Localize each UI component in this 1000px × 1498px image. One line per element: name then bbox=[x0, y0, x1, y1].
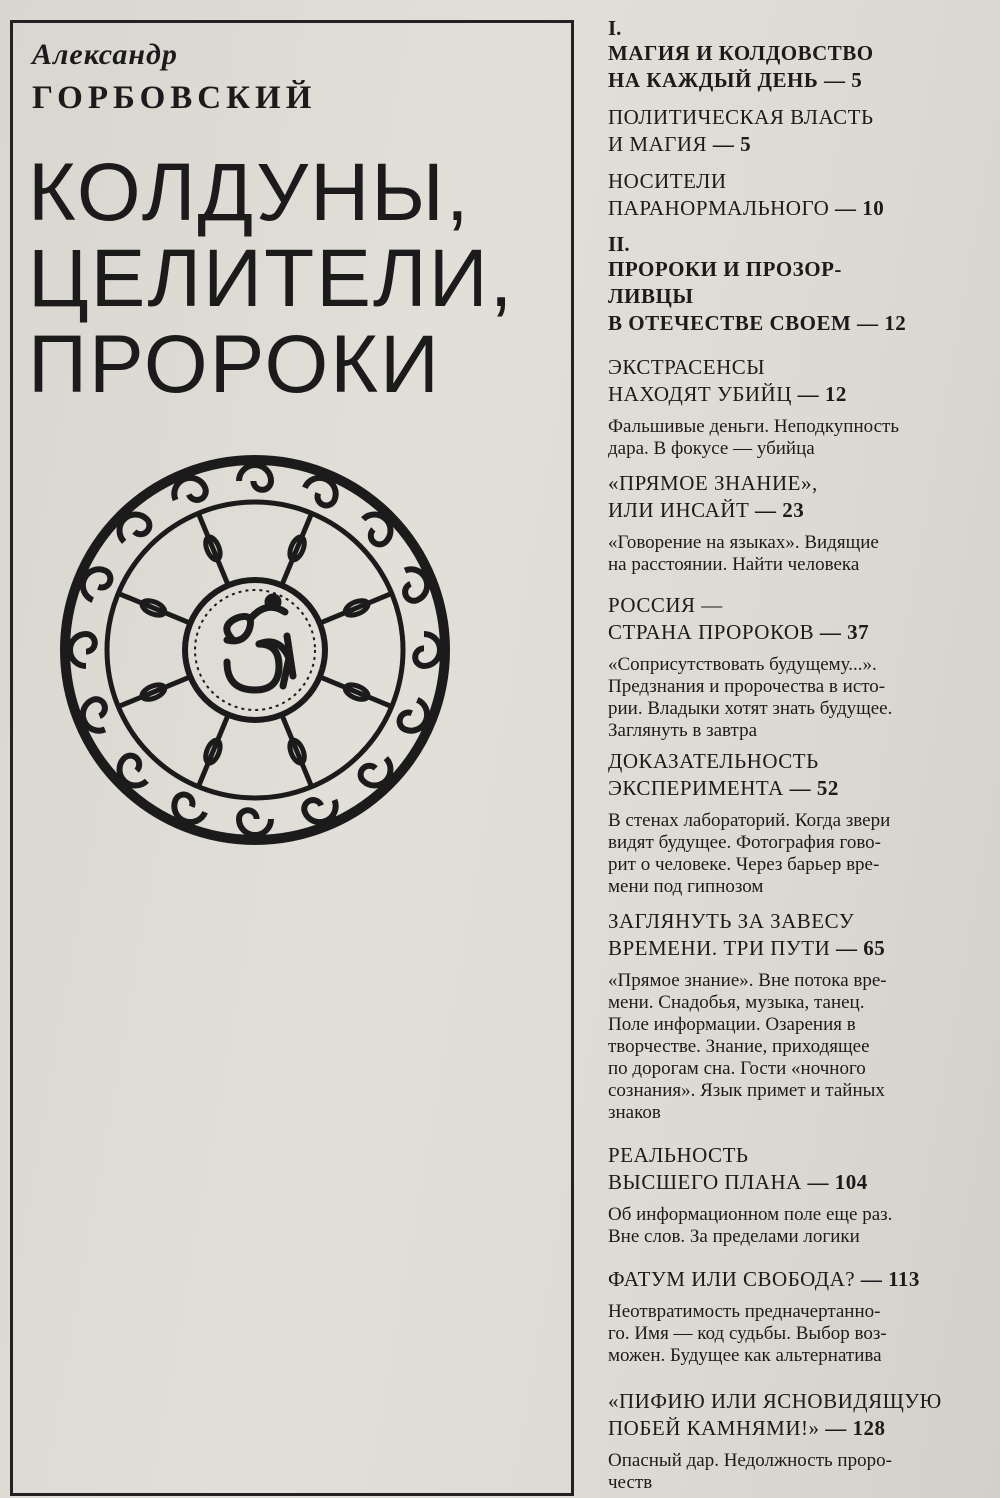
toc-entry bbox=[608, 104, 993, 158]
entry-description-line: честв bbox=[608, 1472, 653, 1493]
entry-description bbox=[608, 1450, 993, 1494]
entry-title-line: НОСИТЕЛИ bbox=[608, 169, 727, 193]
author-first-name: Александр bbox=[32, 38, 178, 71]
entry-title-line: НАХОДЯТ УБИЙЦ bbox=[608, 382, 792, 406]
author-last-name: ГОРБОВСКИЙ bbox=[32, 80, 317, 116]
part-title-line: МАГИЯ И КОЛДОВСТВО bbox=[608, 41, 874, 65]
entry-title-line: СТРАНА ПРОРОКОВ bbox=[608, 620, 815, 644]
cloud-scroll-ornament bbox=[239, 810, 271, 835]
toc-entry bbox=[608, 1388, 993, 1494]
entry-description-line: на расстоянии. Найти человека bbox=[608, 554, 860, 575]
entry-title-line: ВЫСШЕГО ПЛАНА bbox=[608, 1170, 802, 1194]
entry-title-line: И МАГИЯ bbox=[608, 132, 708, 156]
entry-description-line: мени под гипнозом bbox=[608, 876, 764, 897]
part-number: I. bbox=[608, 16, 622, 40]
entry-title-line: РЕАЛЬНОСТЬ bbox=[608, 1143, 749, 1167]
entry-description bbox=[608, 1204, 993, 1248]
entry-description-line: «Говорение на языках». Видящие bbox=[608, 532, 879, 553]
part-number: II. bbox=[608, 232, 630, 256]
entry-description bbox=[608, 416, 993, 460]
wheel-spoke bbox=[322, 678, 390, 706]
book-title bbox=[28, 147, 568, 410]
wheel-spoke bbox=[199, 515, 227, 583]
page-number: — 52 bbox=[789, 776, 839, 800]
entry-title-line: ЭКСПЕРИМЕНТА bbox=[608, 776, 784, 800]
page-number: — 5 bbox=[712, 132, 752, 156]
page-number: — 65 bbox=[836, 936, 886, 960]
title-line: ПРОРОКИ bbox=[28, 319, 441, 410]
cloud-scroll-ornament bbox=[415, 634, 440, 666]
entry-description-line: В стенах лабораторий. Когда звери bbox=[608, 810, 891, 831]
entry-description-line: творчестве. Знание, приходящее bbox=[608, 1036, 870, 1057]
entry-description-line: дара. В фокусе — убийца bbox=[608, 438, 815, 459]
cloud-scroll-ornament bbox=[239, 465, 271, 490]
entry-description-line: сознания». Язык примет и тайных bbox=[608, 1080, 885, 1101]
entry-description-line: Опасный дар. Недолжность проро- bbox=[608, 1450, 892, 1471]
page-number: — 5 bbox=[823, 68, 863, 92]
entry-description bbox=[608, 1301, 993, 1367]
entry-description bbox=[608, 654, 993, 742]
entry-description-line: рии. Владыки хотят знать будущее. bbox=[608, 698, 893, 719]
wheel-spoke bbox=[283, 717, 311, 785]
entry-description-line: Заглянуть в завтра bbox=[608, 720, 758, 741]
toc-entry bbox=[608, 908, 993, 1124]
entry-title-line: ПОБЕЙ КАМНЯМИ!» bbox=[608, 1416, 820, 1440]
toc-entry bbox=[608, 354, 993, 460]
wheel-spoke bbox=[120, 678, 188, 706]
toc-entry bbox=[608, 1266, 993, 1367]
entry-title-line: ПАРАНОРМАЛЬНОГО bbox=[608, 196, 830, 220]
part-title-line: ЛИВЦЫ bbox=[608, 284, 694, 308]
page-number: — 23 bbox=[755, 498, 805, 522]
wheel-spoke bbox=[283, 515, 311, 583]
toc-part-2 bbox=[608, 232, 993, 337]
entry-description-line: Неотвратимость предначертанно- bbox=[608, 1301, 881, 1322]
entry-description bbox=[608, 970, 993, 1124]
entry-description-line: Об информационном поле еще раз. bbox=[608, 1204, 893, 1225]
entry-title-line: ПОЛИТИЧЕСКАЯ ВЛАСТЬ bbox=[608, 105, 874, 129]
entry-description-line: «Прямое знание». Вне потока вре- bbox=[608, 970, 887, 991]
entry-title-line: «ПРЯМОЕ ЗНАНИЕ», bbox=[608, 471, 818, 495]
toc-entry bbox=[608, 470, 993, 576]
entry-title-line: ВРЕМЕНИ. ТРИ ПУТИ bbox=[608, 936, 831, 960]
page-number: — 12 bbox=[797, 382, 847, 406]
entry-description bbox=[608, 810, 993, 898]
title-line: ЦЕЛИТЕЛИ, bbox=[28, 233, 515, 324]
page-number: — 10 bbox=[835, 196, 885, 220]
entry-description-line: мени. Снадобья, музыка, танец. bbox=[608, 992, 865, 1013]
entry-title-line: «ПИФИЮ ИЛИ ЯСНОВИДЯЩУЮ bbox=[608, 1389, 942, 1413]
entry-title-line: ЭКСТРАСЕНСЫ bbox=[608, 355, 766, 379]
part-title-line: ПРОРОКИ И ПРОЗОР- bbox=[608, 257, 842, 281]
entry-description-line: го. Имя — код судьбы. Выбор воз- bbox=[608, 1323, 887, 1344]
wheel-spoke bbox=[120, 594, 188, 622]
part-title-line: В ОТЕЧЕСТВЕ СВОЕМ bbox=[608, 311, 852, 335]
page-number: — 12 bbox=[857, 311, 907, 335]
entry-title-line: ФАТУМ ИЛИ СВОБОДА? bbox=[608, 1267, 856, 1291]
entry-description-line: Поле информации. Озарения в bbox=[608, 1014, 856, 1035]
cloud-scroll-ornament bbox=[70, 634, 95, 666]
part-title-line: НА КАЖДЫЙ ДЕНЬ bbox=[608, 68, 819, 92]
entry-description-line: Вне слов. За пределами логики bbox=[608, 1226, 860, 1247]
entry-description-line: Фальшивые деньги. Неподкупность bbox=[608, 416, 899, 437]
toc-entry bbox=[608, 592, 993, 742]
wheel-spoke bbox=[199, 717, 227, 785]
entry-description-line: знаков bbox=[608, 1102, 661, 1123]
page-number: — 113 bbox=[860, 1267, 920, 1291]
title-line: КОЛДУНЫ, bbox=[28, 147, 471, 238]
om-wheel-emblem-icon bbox=[55, 450, 455, 850]
entry-description-line: «Соприсутствовать будущему...». bbox=[608, 654, 877, 675]
entry-title-line: ЗАГЛЯНУТЬ ЗА ЗАВЕСУ bbox=[608, 909, 855, 933]
entry-description bbox=[608, 532, 993, 576]
toc-entry bbox=[608, 168, 993, 222]
entry-description-line: Предзнания и пророчества в исто- bbox=[608, 676, 886, 697]
entry-description-line: видят будущее. Фотография гово- bbox=[608, 832, 882, 853]
entry-title-line: ИЛИ ИНСАЙТ bbox=[608, 498, 750, 522]
wheel-spoke bbox=[322, 594, 390, 622]
entry-description-line: можен. Будущее как альтернатива bbox=[608, 1345, 882, 1366]
entry-description-line: по дорогам сна. Гости «ночного bbox=[608, 1058, 866, 1079]
page-number: — 37 bbox=[819, 620, 870, 644]
entry-title-line: РОССИЯ — bbox=[608, 593, 723, 617]
page-number: — 128 bbox=[825, 1416, 886, 1440]
toc-entry bbox=[608, 748, 993, 898]
entry-title-line: ДОКАЗАТЕЛЬНОСТЬ bbox=[608, 749, 819, 773]
entry-description-line: рит о человеке. Через барьер вре- bbox=[608, 854, 880, 875]
toc-entry bbox=[608, 1142, 993, 1248]
page-number: — 104 bbox=[807, 1170, 868, 1194]
toc-part-1 bbox=[608, 16, 993, 94]
